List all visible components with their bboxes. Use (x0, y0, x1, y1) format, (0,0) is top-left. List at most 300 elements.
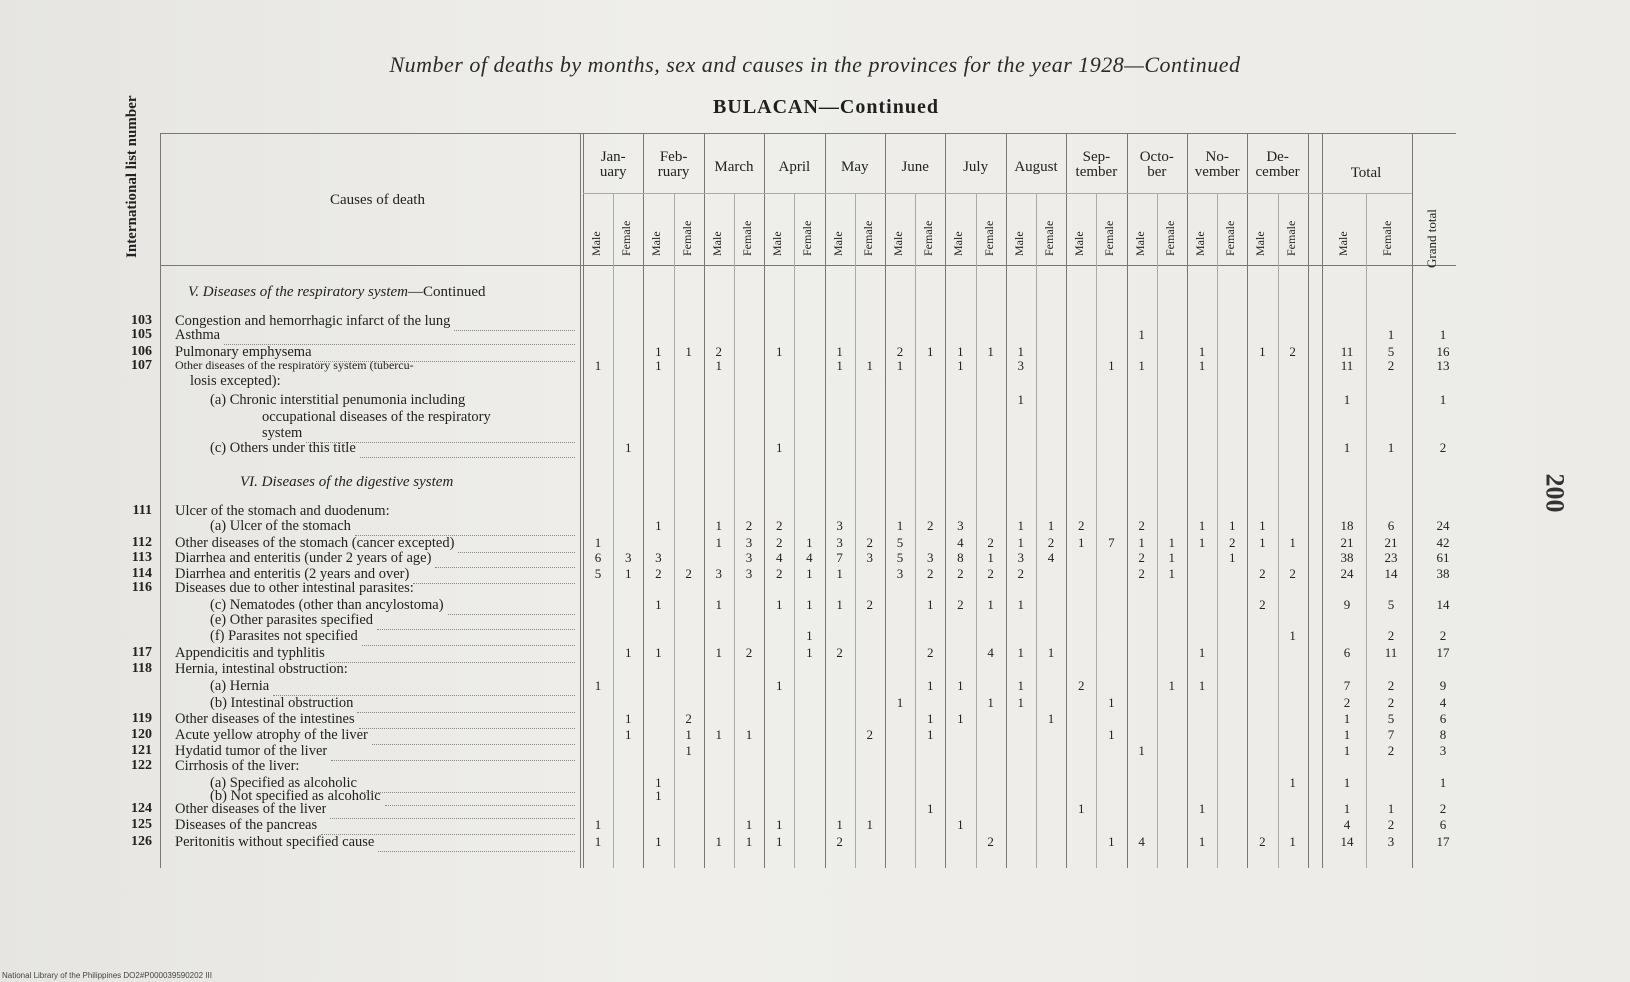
value-male: 1 (1077, 801, 1085, 816)
dotted-leader (435, 552, 575, 568)
month-header-line: May (841, 159, 869, 175)
value-male: 2 (1077, 678, 1085, 693)
cause-label: (a) Ulcer of the stomach (210, 518, 351, 534)
sex-header-male: Male (1072, 231, 1087, 256)
value-female: 2 (926, 645, 934, 660)
value-male: 1 (1198, 518, 1206, 533)
value-male: 1 (715, 645, 723, 660)
value-male: 1 (715, 535, 723, 550)
sex-header-female: Female (679, 220, 694, 256)
value-female: 1 (987, 695, 994, 710)
row-number: 107 (131, 358, 152, 373)
value-male: 1 (896, 695, 904, 710)
value-female: 1 (1108, 834, 1115, 849)
row-number: 124 (131, 801, 152, 816)
total-male: 1 (1343, 727, 1351, 742)
value-female: 1 (624, 566, 632, 581)
value-female: 3 (745, 550, 753, 565)
grand-total: 2 (1439, 628, 1447, 643)
value-male: 2 (1138, 566, 1145, 581)
value-male: 1 (1138, 327, 1145, 342)
sex-header-male: Male (1132, 231, 1147, 256)
cause-label: occupational diseases of the respiratory (262, 409, 491, 425)
total-female: 5 (1387, 597, 1395, 612)
value-male: 1 (775, 834, 783, 849)
cause-label: (e) Other parasites specified (210, 612, 374, 628)
value-female: 2 (926, 518, 934, 533)
value-female: 1 (1047, 645, 1055, 660)
sex-header-male: Male (1193, 231, 1207, 256)
sex-header-male: Male (589, 231, 603, 256)
sex-header-female: Female (1223, 220, 1238, 256)
value-male: 1 (715, 834, 723, 849)
row-number: 126 (131, 834, 152, 849)
month-header-line: Jan- (600, 149, 626, 165)
total-male: 11 (1340, 358, 1354, 373)
month-header-line: Octo- (1139, 149, 1174, 165)
sex-header-female: Female (1102, 220, 1117, 256)
month-header-feb (643, 150, 703, 180)
sex-header-male: Male (770, 231, 785, 256)
header-bottom-rule (160, 265, 1456, 266)
value-male: 1 (1017, 535, 1025, 550)
row-number: 113 (131, 550, 152, 565)
sex-rule (674, 193, 675, 868)
value-female: 1 (806, 628, 813, 643)
value-female: 1 (1228, 550, 1236, 565)
value-female: 2 (1289, 344, 1296, 359)
month-rule (1127, 133, 1128, 868)
value-female: 2 (987, 566, 994, 581)
month-header-jan (583, 150, 643, 180)
total-female: 1 (1387, 801, 1395, 816)
sex-rule (1157, 193, 1158, 868)
cause-label: Diarrhea and enteritis (2 years and over) (175, 566, 410, 582)
grand-total: 17 (1436, 834, 1450, 849)
table-top-rule (160, 133, 1456, 134)
total-male: 4 (1343, 817, 1351, 832)
value-male: 3 (836, 518, 843, 533)
value-male: 1 (957, 678, 964, 693)
value-male: 2 (1017, 566, 1025, 581)
value-male: 6 (594, 550, 602, 565)
value-female: 2 (987, 834, 994, 849)
value-male: 2 (1077, 518, 1085, 533)
footer-credit: National Library of the Philippines DO2#P000039590202 III (2, 971, 212, 980)
value-male: 1 (1198, 801, 1206, 816)
total-female: 14 (1384, 566, 1398, 581)
value-male: 3 (1017, 550, 1025, 565)
value-male: 5 (594, 566, 602, 581)
intl-rule (160, 133, 161, 868)
cause-label: (a) Specified as alcoholic (210, 775, 357, 791)
grand-total: 1 (1439, 392, 1447, 407)
value-male: 1 (1198, 834, 1206, 849)
month-rule (1187, 133, 1188, 868)
value-male: 1 (957, 358, 964, 373)
month-rule (1066, 133, 1067, 868)
sex-header-female: Female (1042, 220, 1056, 256)
cause-label: Hydatid tumor of the liver (175, 743, 328, 759)
row-number: 106 (131, 344, 152, 359)
dotted-leader (378, 836, 575, 852)
dotted-leader (359, 713, 575, 729)
total-female: 21 (1384, 535, 1398, 550)
grand-total: 3 (1439, 743, 1447, 758)
value-male: 1 (655, 358, 662, 373)
value-male: 1 (1259, 535, 1266, 550)
total-male: 1 (1343, 801, 1351, 816)
value-female: 1 (926, 727, 934, 742)
sex-rule (1036, 193, 1037, 868)
value-male: 1 (1017, 695, 1025, 710)
month-rule (583, 133, 584, 868)
value-female: 1 (806, 535, 813, 550)
value-male: 8 (957, 550, 964, 565)
value-female: 1 (987, 597, 994, 612)
value-female: 1 (1168, 678, 1176, 693)
value-male: 1 (594, 678, 602, 693)
total-female: 2 (1387, 695, 1395, 710)
value-female: 1 (987, 344, 994, 359)
value-female: 1 (926, 711, 934, 726)
dotted-leader (360, 442, 575, 458)
value-female: 1 (806, 645, 813, 660)
cause-label: (b) Intestinal obstruction (210, 695, 354, 711)
month-rule (643, 133, 644, 868)
month-header-line: tember (1075, 164, 1118, 180)
month-rule (764, 133, 765, 868)
value-female: 2 (685, 711, 692, 726)
row-number: 120 (131, 727, 152, 742)
value-male: 1 (1259, 518, 1266, 533)
value-female: 1 (1108, 695, 1115, 710)
value-male: 1 (1017, 392, 1025, 407)
value-male: 1 (655, 344, 662, 359)
value-male: 2 (1259, 566, 1266, 581)
month-header-jun (885, 160, 945, 175)
grand-total-header: Grand total (1424, 209, 1439, 268)
value-female: 2 (987, 535, 994, 550)
value-male: 3 (715, 566, 723, 581)
month-header-may (825, 160, 885, 175)
cause-label: Other diseases of the respiratory system (tubercu- (175, 358, 414, 372)
dotted-leader (329, 647, 575, 663)
total-male: 6 (1343, 645, 1351, 660)
value-female: 2 (926, 566, 934, 581)
sex-rule (734, 193, 735, 868)
value-male: 1 (1138, 535, 1145, 550)
grand-total: 6 (1439, 817, 1447, 832)
value-female: 2 (866, 597, 874, 612)
value-female: 1 (866, 358, 874, 373)
row-number: 111 (132, 503, 152, 518)
value-male: 3 (836, 535, 843, 550)
value-female: 3 (926, 550, 934, 565)
row-number: 116 (131, 580, 152, 595)
value-male: 5 (896, 550, 904, 565)
value-female: 1 (1047, 711, 1055, 726)
total-male: 1 (1343, 392, 1351, 407)
value-male: 2 (1259, 597, 1266, 612)
total-female: 2 (1387, 678, 1395, 693)
grand-total: 8 (1439, 727, 1447, 742)
section-suffix: —Continued (407, 284, 486, 300)
dotted-leader (362, 630, 575, 646)
value-female: 1 (1289, 535, 1296, 550)
value-male: 2 (957, 597, 964, 612)
value-male: 1 (1138, 358, 1145, 373)
value-male: 1 (1077, 535, 1085, 550)
total-male: 21 (1340, 535, 1354, 550)
row-number: 112 (131, 535, 152, 550)
sex-header-female: Female (860, 220, 875, 256)
grand-total: 38 (1436, 566, 1450, 581)
sex-rule (855, 193, 856, 868)
value-male: 2 (1138, 550, 1145, 565)
dotted-leader (357, 697, 575, 713)
value-female: 1 (1108, 358, 1115, 373)
value-female: 7 (1108, 535, 1115, 550)
value-female: 1 (926, 597, 934, 612)
sex-rule (1278, 193, 1279, 868)
row-number: 125 (131, 817, 152, 832)
month-header-apr (764, 160, 824, 175)
value-female: 1 (624, 440, 632, 455)
month-header-oct (1127, 150, 1187, 180)
sex-header-female: Female (1283, 220, 1298, 256)
sex-header-female: Female (981, 220, 996, 256)
value-female: 2 (1047, 535, 1055, 550)
value-male: 1 (1198, 344, 1206, 359)
sex-header-female: Female (800, 220, 815, 256)
grand-total: 9 (1439, 678, 1447, 693)
sex-header-male: Male (649, 231, 664, 256)
value-male: 1 (594, 817, 602, 832)
value-male: 1 (594, 834, 602, 849)
value-male: 1 (775, 344, 783, 359)
grand-total: 2 (1439, 440, 1447, 455)
value-female: 1 (806, 597, 813, 612)
value-female: 1 (624, 711, 632, 726)
cause-label: Ulcer of the stomach and duodenum: (175, 503, 390, 519)
value-female: 1 (745, 817, 753, 832)
value-male: 1 (896, 358, 904, 373)
row-number: 122 (131, 758, 152, 773)
value-male: 2 (715, 344, 723, 359)
cause-label: Diarrhea and enteritis (under 2 years of age) (175, 550, 432, 566)
total-female: 5 (1387, 344, 1395, 359)
total-header: Total (1350, 165, 1382, 181)
cause-label: Other diseases of the intestines (175, 711, 355, 727)
value-male: 1 (957, 344, 964, 359)
value-female: 1 (685, 743, 692, 758)
cause-label: Diseases due to other intestinal parasites: (175, 580, 414, 596)
row-number: 119 (131, 711, 152, 726)
value-male: 4 (1138, 834, 1145, 849)
value-male: 4 (957, 535, 964, 550)
value-male: 1 (655, 645, 662, 660)
cause-label: (f) Parasites not specified (210, 628, 358, 644)
value-female: 1 (624, 727, 632, 742)
value-female: 1 (685, 344, 692, 359)
value-female: 1 (1228, 518, 1236, 533)
grand-total: 17 (1436, 645, 1450, 660)
total-male: 1 (1343, 711, 1351, 726)
value-male: 1 (775, 678, 783, 693)
dotted-leader (355, 520, 575, 536)
total-male: 2 (1343, 695, 1351, 710)
sex-header-female: Female (619, 220, 634, 256)
value-male: 1 (836, 597, 843, 612)
value-male: 2 (896, 344, 904, 359)
month-header-line: uary (599, 164, 627, 180)
cause-label: losis excepted): (190, 373, 281, 389)
value-female: 4 (1047, 550, 1055, 565)
month-header-line: De- (1266, 149, 1289, 165)
month-header-line: April (778, 159, 811, 175)
month-header-line: August (1014, 159, 1058, 175)
total-male: 1 (1343, 743, 1351, 758)
month-header-line: cember (1255, 164, 1300, 180)
grand-total: 1 (1439, 327, 1447, 342)
total-female-header: Female (1380, 220, 1394, 256)
value-female: 1 (926, 678, 934, 693)
dotted-leader (273, 680, 575, 696)
value-male: 1 (655, 775, 662, 790)
value-male: 2 (775, 535, 783, 550)
value-female: 1 (1168, 550, 1176, 565)
total-female: 2 (1387, 743, 1395, 758)
value-male: 2 (775, 566, 783, 581)
total-female: 2 (1387, 817, 1395, 832)
value-male: 1 (775, 817, 783, 832)
value-female: 1 (685, 727, 692, 742)
section-heading (188, 284, 485, 301)
month-header-line: July (963, 159, 989, 175)
value-female: 2 (1228, 535, 1236, 550)
value-male: 1 (655, 834, 662, 849)
month-header-mar (704, 160, 764, 175)
grand-total: 13 (1436, 358, 1450, 373)
value-male: 1 (957, 817, 964, 832)
month-rule (885, 133, 886, 868)
total-female: 7 (1387, 727, 1395, 742)
sex-rule (915, 193, 916, 868)
value-female: 3 (624, 550, 632, 565)
month-header-line: ber (1147, 164, 1167, 180)
value-male: 1 (715, 518, 723, 533)
sex-header-male: Male (1253, 231, 1268, 256)
value-male: 7 (836, 550, 843, 565)
sex-rule (794, 193, 795, 868)
value-female: 3 (866, 550, 874, 565)
value-male: 1 (1198, 645, 1206, 660)
total-male-header: Male (1336, 231, 1350, 256)
total-male: 1 (1343, 775, 1351, 790)
total-male: 18 (1340, 518, 1354, 533)
value-female: 3 (745, 566, 753, 581)
total-female: 2 (1387, 358, 1395, 373)
value-female: 1 (987, 550, 994, 565)
cause-label: Other diseases of the liver (175, 801, 327, 817)
section-title: VI. Diseases of the digestive system (240, 474, 454, 490)
value-male: 1 (655, 597, 662, 612)
value-male: 2 (775, 518, 783, 533)
cause-label: Acute yellow atrophy of the liver (175, 727, 368, 743)
value-female: 1 (1108, 727, 1115, 742)
grand-total: 61 (1436, 550, 1450, 565)
grand-total: 14 (1436, 597, 1450, 612)
cause-label: (b) Not specified as alcoholic (210, 788, 381, 804)
total-male: 14 (1340, 834, 1354, 849)
value-male: 1 (715, 358, 723, 373)
value-female: 3 (745, 535, 753, 550)
value-male: 1 (836, 817, 843, 832)
sex-rule (1217, 193, 1218, 868)
dotted-leader (413, 568, 575, 584)
value-male: 1 (1259, 344, 1266, 359)
month-header-line: March (714, 159, 754, 175)
cause-label: Other diseases of the stomach (cancer excepted) (175, 535, 455, 551)
dotted-leader (377, 614, 575, 630)
total-female: 11 (1384, 645, 1398, 660)
causes-rule (580, 133, 581, 868)
total-female: 2 (1387, 628, 1395, 643)
cause-label: Pulmonary emphysema (175, 344, 312, 360)
month-header-aug (1006, 160, 1066, 175)
value-female: 2 (745, 645, 753, 660)
value-female: 1 (866, 817, 874, 832)
value-male: 1 (957, 711, 964, 726)
dotted-leader (331, 745, 575, 761)
row-number: 118 (131, 661, 152, 676)
cause-label: (c) Others under this title (210, 440, 356, 456)
value-female: 1 (745, 834, 753, 849)
value-female: 1 (1289, 775, 1296, 790)
cause-label: Hernia, intestinal obstruction: (175, 661, 348, 677)
value-male: 1 (836, 566, 843, 581)
total-female: 1 (1387, 327, 1395, 342)
total-male: 38 (1340, 550, 1354, 565)
value-female: 1 (926, 344, 934, 359)
month-rule (1006, 133, 1007, 868)
value-male: 1 (1198, 535, 1206, 550)
dotted-leader (321, 819, 575, 835)
value-male: 3 (655, 550, 662, 565)
total-mid-rule (1366, 193, 1367, 868)
page-title: Number of deaths by months, sex and causes in the provinces for the year 1928—Continued (389, 52, 1241, 77)
value-male: 2 (957, 566, 964, 581)
total-female: 5 (1387, 711, 1395, 726)
cause-label: Congestion and hemorrhagic infarct of the lung (175, 313, 451, 329)
value-female: 1 (806, 566, 813, 581)
value-male: 1 (715, 727, 723, 742)
value-female: 2 (866, 727, 874, 742)
section-heading (240, 474, 453, 491)
dotted-leader (224, 329, 575, 345)
value-male: 1 (775, 597, 783, 612)
dotted-leader (330, 803, 575, 819)
total-female: 6 (1387, 518, 1395, 533)
value-male: 3 (896, 566, 904, 581)
month-header-dec (1247, 150, 1307, 180)
value-male: 1 (594, 358, 602, 373)
grand-total: 24 (1436, 518, 1450, 533)
value-male: 1 (655, 788, 662, 803)
month-header-line: No- (1205, 149, 1229, 165)
total-male: 9 (1343, 597, 1351, 612)
